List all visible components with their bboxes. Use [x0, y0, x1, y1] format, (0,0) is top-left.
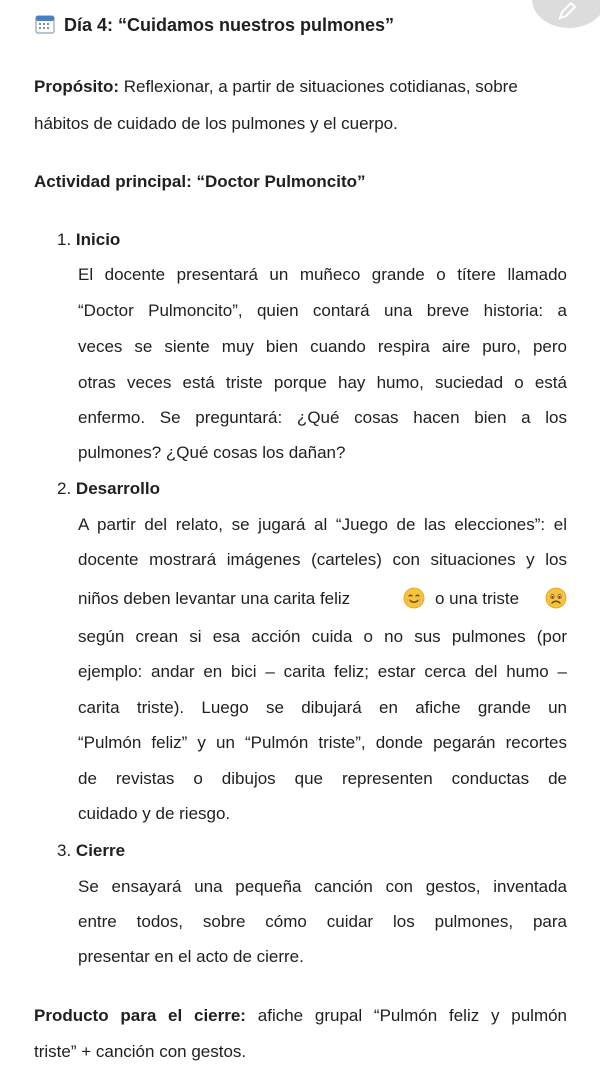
step-title: Cierre — [75, 841, 126, 860]
step-number: 2. — [57, 479, 72, 498]
step-title: Desarrollo — [75, 479, 161, 498]
step1-line: otras veces está triste porque hay humo, suciedad o está — [78, 373, 567, 392]
step2-emoji-line-right: o una triste — [435, 589, 520, 608]
activity-heading: Actividad principal: “Doctor Pulmoncito” — [34, 172, 366, 191]
step-title: Inicio — [75, 230, 121, 249]
step1-line: veces se siente muy bien cuando respira aire puro, pero — [78, 337, 567, 356]
purpose-text-2: hábitos de cuidado de los pulmones y el cuerpo. — [34, 114, 398, 133]
step1-line: enfermo. Se preguntará: ¿Qué cosas hacen bien a los — [78, 408, 567, 427]
step1-line: El docente presentará un muñeco grande o títere llamado — [78, 265, 567, 284]
step3-line: entre todos, sobre cómo cuidar los pulmones, para — [78, 912, 567, 931]
step2-line: docente mostrará imágenes (carteles) con situaciones y los — [78, 550, 567, 569]
step2-line: ejemplo: andar en bici – carita feliz; estar cerca del humo – — [78, 662, 567, 681]
product-label: Producto para el cierre: — [34, 1006, 246, 1025]
step3-line: presentar en el acto de cierre. — [78, 947, 304, 966]
purpose-label: Propósito: — [34, 77, 119, 96]
step-heading-cierre — [57, 840, 125, 862]
step2-line: según crean si esa acción cuida o no sus pulmones (por — [78, 627, 567, 646]
step2-line: cuidado y de riesgo. — [78, 804, 231, 823]
calendar-icon — [35, 14, 55, 34]
step-number: 1. — [57, 230, 72, 249]
step1-line: “Doctor Pulmoncito”, quien contará una breve historia: a — [78, 301, 567, 320]
page-title: Día 4: “Cuidamos nuestros pulmones” — [64, 15, 395, 35]
purpose-text-1: Reflexionar, a partir de situaciones cotidianas, sobre — [123, 77, 518, 96]
step3-line: Se ensayará una pequeña canción con gestos, inventada — [78, 877, 567, 896]
step2-line: de revistas o dibujos que representen conductas de — [78, 769, 567, 788]
smiling-face-icon — [403, 587, 425, 609]
sad-face-icon — [545, 587, 567, 609]
step-number: 3. — [57, 841, 72, 860]
step2-line: A partir del relato, se jugará al “Juego de las elecciones”: el — [78, 515, 567, 534]
step-heading-inicio — [57, 229, 120, 251]
product-text-1: afiche grupal “Pulmón feliz y pulmón — [257, 1006, 568, 1025]
step1-line: pulmones? ¿Qué cosas los dañan? — [78, 443, 346, 462]
purpose-line-1 — [34, 76, 518, 98]
step-heading-desarrollo — [57, 478, 160, 500]
step2-emoji-line-left: niños deben levantar una carita feliz — [78, 589, 351, 608]
product-text-2: triste” + canción con gestos. — [34, 1042, 247, 1061]
step2-line: carita triste). Luego se dibujará en afiche grande un — [78, 698, 567, 717]
step2-line: “Pulmón feliz” y un “Pulmón triste”, donde pegarán recortes — [78, 733, 567, 752]
edit-fab-button[interactable] — [532, 0, 600, 28]
pencil-icon — [556, 0, 578, 22]
product-line-1 — [34, 1005, 567, 1027]
